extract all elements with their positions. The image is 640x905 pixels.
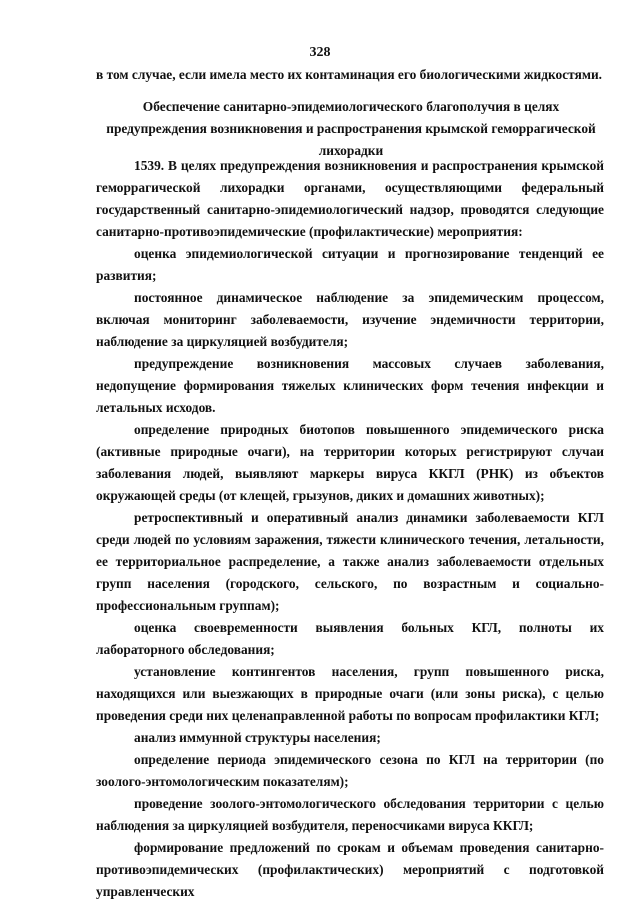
paragraph-item: оценка эпидемиологической ситуации и прогнозирование тенденций ее развития; [96,246,604,283]
paragraph-item: ретроспективный и оперативный анализ динамики заболеваемости КГЛ среди людей по условиям заражения, тяжести клинического течения, летальности, ее территориальное распределение, а также анализ заболеваемости отдельных групп населения (городского, сельского, по возрастным и социально-профессиональным группам); [96,510,604,613]
paragraph-item: анализ иммунной структуры населения; [134,730,381,745]
paragraph-item: установление контингентов населения, групп повышенного риска, находящихся или выезжающих в природные очаги (или зоны риска), с целью проведения среди них целенаправленной работы по вопросам профилактики КГЛ; [96,664,604,723]
paragraph-1539: 1539. В целях предупреждения возникновения и распространения крымской геморрагической лихорадки органами, осуществляющими федеральный государственный санитарно-эпидемиологический надзор, проводятся следующие санитарно-противоэпидемические (профилактические) мероприятия: [96,158,604,239]
paragraph-item: постоянное динамическое наблюдение за эпидемическим процессом, включая мониторинг заболеваемости, изучение эндемичности территории, наблюдение за циркуляцией возбудителя; [96,290,604,349]
page-number: 328 [309,45,331,60]
paragraph-item: определение природных биотопов повышенного эпидемического риска (активные природные очаги), на территории которых регистрируют случаи заболевания людей, выявляют маркеры вируса ККГЛ (РНК) из объектов окружающей среды (от клещей, грызунов, диких и домашних животных); [96,422,604,503]
lead-line: в том случае, если имела место их контаминация его биологическими жидкостями. [96,67,603,82]
paragraph-item: определение периода эпидемического сезона по КГЛ на территории (по зоолого-энтомологическим показателям); [96,752,604,789]
section-heading: Обеспечение санитарно-эпидемиологического благополучия в целях предупреждения возникновения и распространения крымской геморрагической лихорадки [106,99,596,158]
paragraph-item: предупреждение возникновения массовых случаев заболевания, недопущение формирования тяжелых клинических форм течения инфекции и летальных исходов. [96,356,604,415]
paragraph-item: проведение зоолого-энтомологического обследования территории с целью наблюдения за циркуляцией возбудителя, переносчиками вируса ККГЛ; [96,796,604,833]
body-text [96,155,604,903]
paragraph-item: оценка своевременности выявления больных КГЛ, полноты их лабораторного обследования; [96,620,604,657]
paragraph-item: формирование предложений по срокам и объемам проведения санитарно-противоэпидемических (профилактических) мероприятий с подготовкой управленческих [96,840,604,899]
